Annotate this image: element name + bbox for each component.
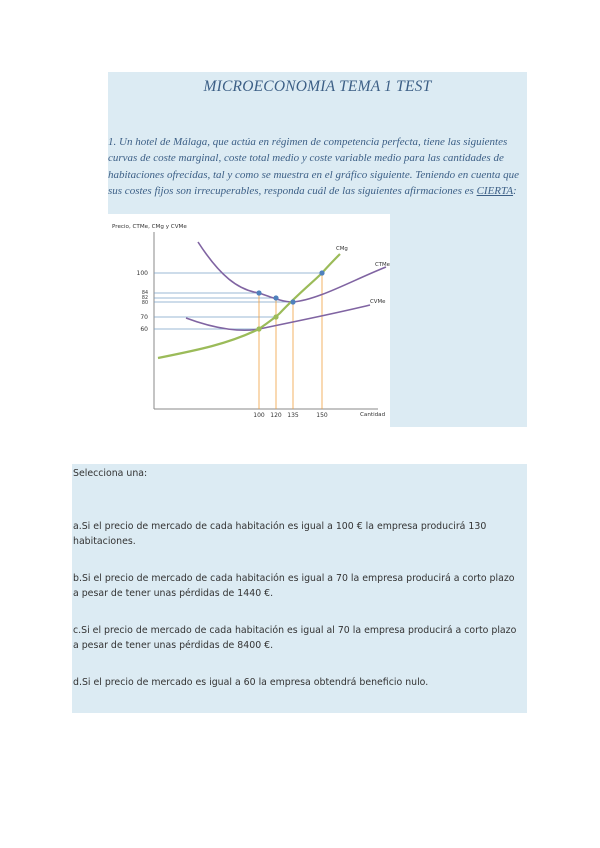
option-letter: c.: [73, 625, 82, 636]
point-120-70: [273, 314, 278, 319]
x-tick-label: 100: [253, 412, 265, 419]
option-a[interactable]: [73, 519, 523, 549]
point-120-82: [273, 295, 278, 300]
question-body: 1. Un hotel de Málaga, que actúa en régimen de competencia perfecta, tiene las siguientes curvas de coste marginal, coste total medio y coste variable medio para las cantidades de habitaciones ofrecidas, tal y como se muestra en el gráfico siguiente. Teniendo en cuenta que sus costes fijos son irrecuperables, responda cuál de las siguientes afirmaciones es: [108, 136, 519, 197]
option-text: Si el precio de mercado de cada habitación es igual al 70 la empresa producirá a corto plazo a pesar de tener unas pérdidas de 8400 €.: [73, 625, 517, 651]
option-c[interactable]: [73, 623, 523, 653]
y-tick-label: 82: [141, 296, 148, 301]
cost-curves-chart: [108, 214, 390, 427]
chart-svg: [108, 214, 390, 427]
question-text: [108, 134, 527, 199]
x-tick-label: 150: [316, 412, 328, 419]
question-panel: [108, 72, 527, 427]
option-letter: d.: [73, 677, 82, 688]
y-tick-label: 80: [141, 301, 148, 306]
series-line-cmg: [158, 254, 340, 358]
option-d[interactable]: [73, 675, 523, 690]
y-tick-label: 100: [136, 270, 148, 277]
question-emphasis: CIERTA: [476, 184, 514, 197]
y-tick-label: 70: [140, 314, 148, 321]
question-end: :: [513, 184, 517, 197]
x-tick-label: 135: [287, 412, 299, 419]
answer-options-panel: [72, 464, 527, 713]
y-axis-label: Precio, CTMe, CMg y CVMe: [112, 224, 187, 230]
x-tick-label: 120: [270, 412, 282, 419]
x-axis-label: Cantidad: [360, 412, 386, 418]
point-150-100: [319, 270, 324, 275]
page-title: MICROECONOMIA TEMA 1 TEST: [203, 78, 432, 95]
option-text: Si el precio de mercado es igual a 60 la empresa obtendrá beneficio nulo.: [81, 677, 429, 688]
legend-cvme: CVMe: [370, 299, 386, 305]
option-letter: a.: [73, 521, 82, 532]
legend-cmg: CMg: [336, 246, 348, 252]
option-text: Si el precio de mercado de cada habitación es igual a 70 la empresa producirá a corto plazo a pesar de tener unas pérdidas de 1440 €.: [73, 573, 515, 599]
y-tick-label: 60: [140, 326, 148, 333]
legend-ctme: CTMe: [374, 262, 390, 268]
point-100-60: [256, 326, 261, 331]
option-text: Si el precio de mercado de cada habitación es igual a 100 € la empresa producirá 130 habitaciones.: [73, 521, 487, 547]
point-135-80: [290, 299, 295, 304]
option-letter: b.: [73, 573, 82, 584]
select-prompt: Selecciona una:: [73, 468, 148, 479]
point-100-84: [256, 290, 261, 295]
y-tick-label: 84: [141, 291, 148, 296]
option-b[interactable]: [73, 571, 523, 601]
